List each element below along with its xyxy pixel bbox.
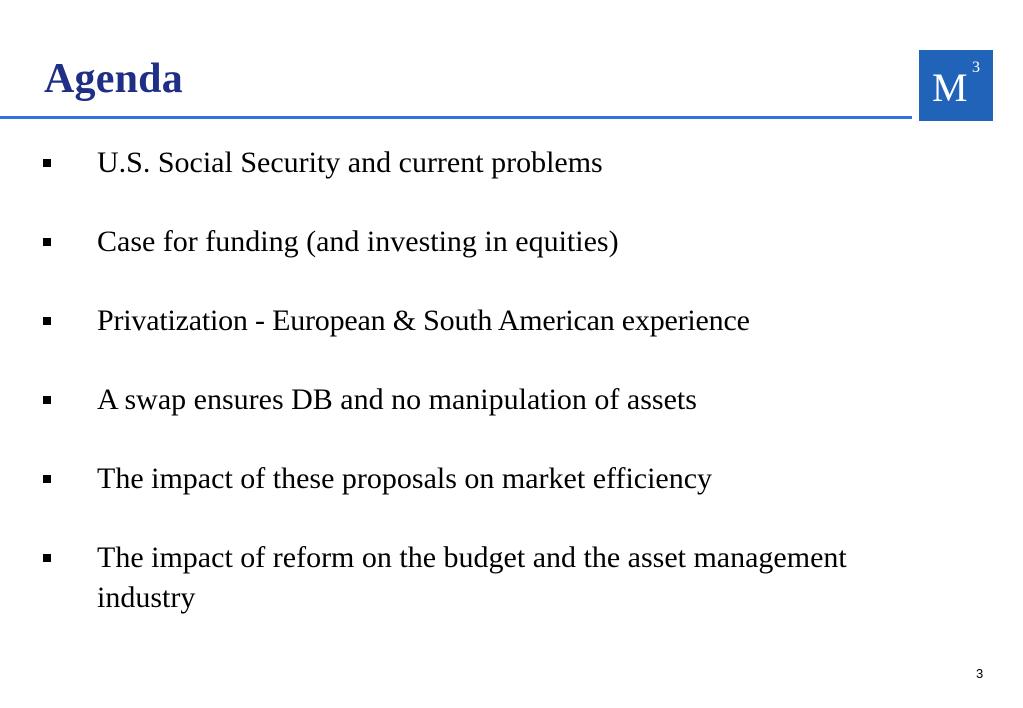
logo-letter: M	[932, 65, 968, 110]
square-bullet-icon	[43, 554, 51, 562]
square-bullet-icon	[43, 317, 51, 325]
agenda-item-text: A swap ensures DB and no manipulation of assets	[97, 383, 697, 416]
agenda-item-text: U.S. Social Security and current problems	[97, 146, 603, 179]
slide-title: Agenda	[44, 56, 183, 102]
agenda-item-text: Privatization - European & South American experience	[97, 304, 750, 337]
page-number: 3	[976, 666, 984, 681]
logo-superscript: 3	[972, 59, 980, 76]
agenda-item-text: Case for funding (and investing in equities)	[97, 225, 619, 258]
agenda-item-text: The impact of reform on the budget and the asset management industry	[97, 541, 847, 614]
square-bullet-icon	[43, 396, 51, 404]
square-bullet-icon	[43, 159, 51, 167]
square-bullet-icon	[43, 238, 51, 246]
square-bullet-icon	[43, 475, 51, 483]
agenda-item-text: The impact of these proposals on market efficiency	[97, 462, 713, 495]
